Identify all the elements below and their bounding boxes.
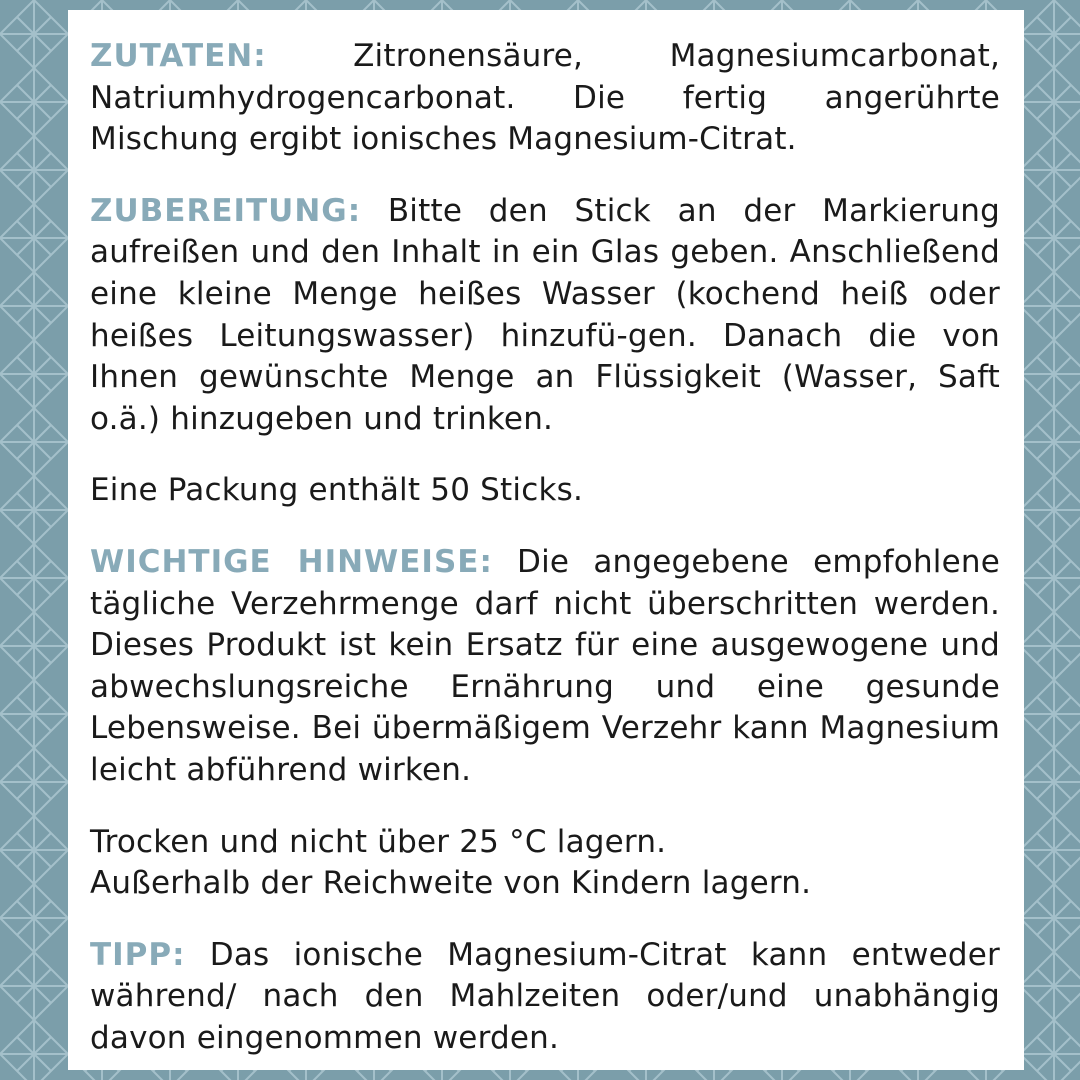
lagerung-line-2: Außerhalb der Reichweite von Kindern lagern. — [90, 865, 812, 902]
lagerung-line-1: Trocken und nicht über 25 °C lagern. — [90, 823, 667, 860]
hinweise-paragraph — [90, 542, 1000, 792]
zutaten-text: Zitronensäure, Magnesiumcarbonat, Natriumhydrogencarbonat. Die fertig angerührte Mischung ergibt ionisches Magnesium-Citrat. — [90, 38, 1000, 158]
hinweise-label: WICHTIGE HINWEISE: — [90, 543, 493, 580]
zutaten-label: ZUTATEN: — [90, 38, 267, 74]
packung-text: Eine Packung enthält 50 Sticks. — [90, 472, 584, 509]
packung-paragraph — [90, 470, 1000, 512]
zubereitung-paragraph — [90, 191, 1000, 441]
zubereitung-text: Bitte den Stick an der Markierung aufreißen und den Inhalt in ein Glas geben. Anschließend eine kleine Menge heißes Wasser (kochend heiß oder heißes Leitungswasser) hinzufü-gen. Danach die von Ihnen gewünschte Menge an Flüssigkeit (Wasser, Saft o.ä.) hinzugeben und trinken. — [90, 192, 1000, 437]
zutaten-paragraph — [90, 36, 1000, 161]
tipp-label: TIPP: — [90, 936, 186, 973]
ingredients-panel — [68, 10, 1024, 1070]
hinweise-text: Die angegebene empfohlene tägliche Verzehrmenge darf nicht überschritten werden. Dieses Produkt ist kein Ersatz für eine ausgewogene und abwechslungsreiche Ernährung und eine gesunde Lebensweise. Bei übermäßigem Verzehr kann Magnesium leicht abführend wirken. — [90, 543, 1000, 788]
tipp-paragraph — [90, 935, 1000, 1060]
lagerung-paragraph — [90, 822, 1000, 905]
zubereitung-label: ZUBEREITUNG: — [90, 192, 362, 229]
tipp-text: Das ionische Magnesium-Citrat kann entweder während/ nach den Mahlzeiten oder/und unabhängig davon eingenommen werden. — [90, 936, 1000, 1056]
